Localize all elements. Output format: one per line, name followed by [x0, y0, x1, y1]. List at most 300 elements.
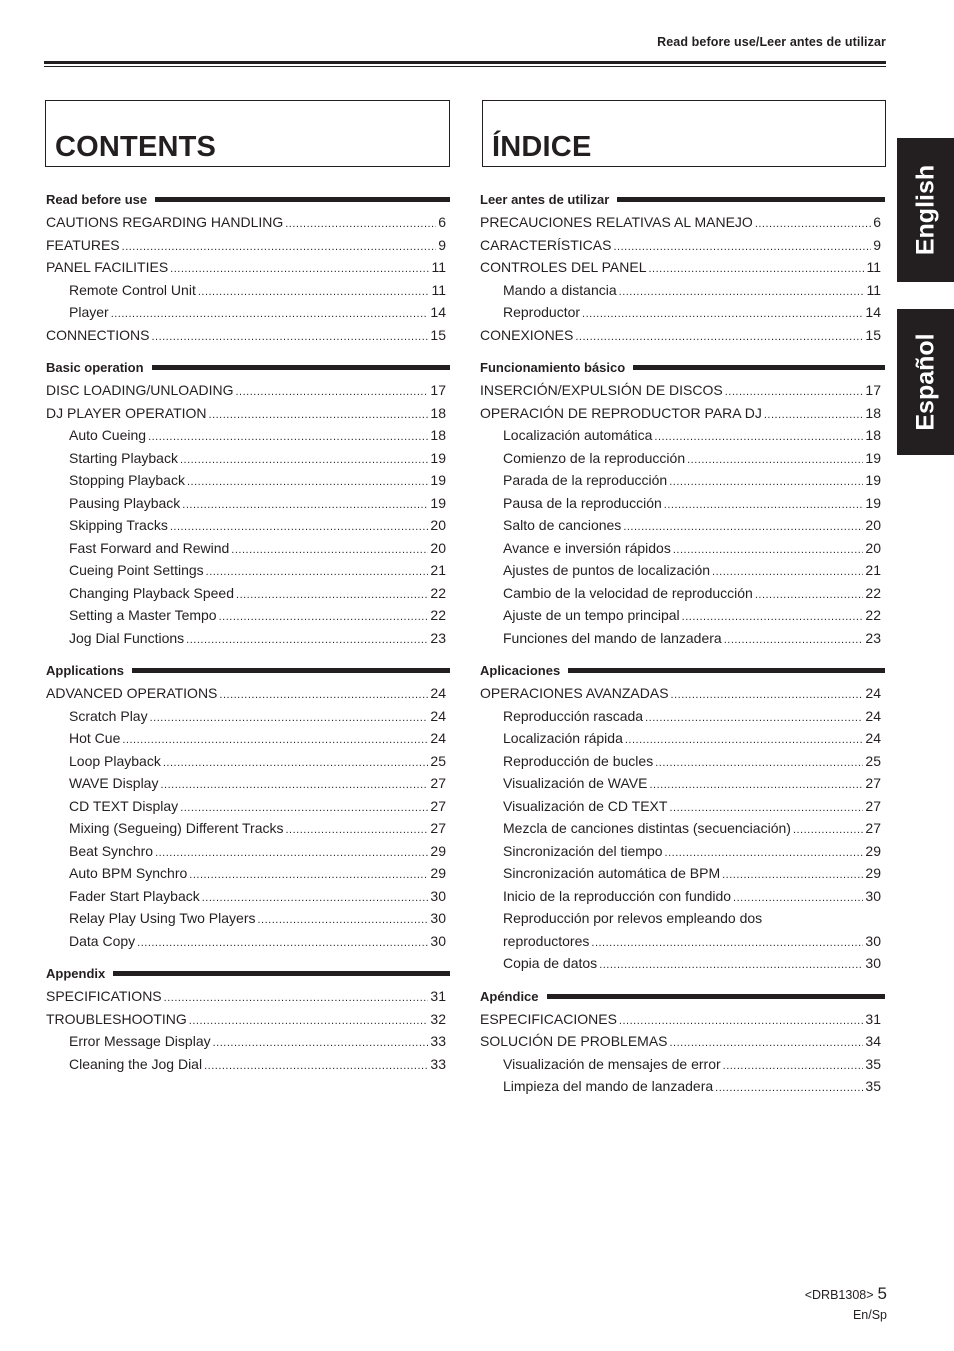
- dot-leader: [202, 887, 429, 910]
- toc-entry-page: 6: [873, 214, 881, 230]
- section-heading-bar: [132, 668, 450, 673]
- toc-entry-title: Ajuste de un tempo principal: [503, 607, 680, 623]
- dot-leader: [148, 426, 428, 449]
- toc-entry-title: Copia de datos: [503, 955, 598, 971]
- section-heading-bar: [152, 365, 450, 370]
- toc-entry-title: Player: [69, 304, 109, 320]
- toc-entry[interactable]: [46, 1053, 446, 1076]
- dot-leader: [235, 381, 428, 404]
- dot-leader: [204, 1055, 428, 1078]
- toc-entry[interactable]: [46, 469, 446, 492]
- toc-entry-title: Changing Playback Speed: [69, 584, 235, 601]
- toc-entry-page: 24: [430, 707, 446, 724]
- dot-leader: [231, 539, 428, 562]
- toc-entry[interactable]: [480, 559, 881, 582]
- dot-leader: [755, 213, 871, 236]
- toc-entry-page: 33: [430, 1055, 446, 1072]
- toc-entry-page: 18: [865, 404, 881, 421]
- toc-entry-title: Visualización de mensajes de error: [503, 1055, 721, 1072]
- language-tab-english-label: English: [911, 164, 939, 256]
- toc-entry-title: Avance e inversión rápidos: [503, 539, 671, 556]
- dot-leader: [645, 707, 863, 730]
- toc-entry-page: 22: [430, 584, 446, 601]
- toc-entry-page: 17: [430, 382, 446, 398]
- dot-leader: [150, 707, 429, 730]
- dot-leader: [186, 629, 428, 652]
- toc-entry-page: 30: [430, 887, 446, 904]
- toc-entry[interactable]: [46, 772, 446, 795]
- toc-entry-page: 24: [865, 685, 881, 701]
- toc-entry-page: 27: [430, 775, 446, 791]
- toc-entry-title: Inicio de la reproducción con fundido: [503, 887, 732, 904]
- dot-leader: [213, 1032, 429, 1055]
- toc-entry[interactable]: [46, 324, 446, 347]
- section-heading-label: Basic operation: [46, 360, 144, 375]
- toc-entry-title: FEATURES: [46, 236, 120, 253]
- toc-entry-title: Mezcla de canciones distintas (secuenciación): [503, 820, 791, 836]
- dot-leader: [649, 258, 865, 281]
- toc-entry[interactable]: [46, 682, 446, 705]
- toc-entry-page: 24: [865, 730, 881, 746]
- toc-entry[interactable]: [46, 379, 446, 402]
- toc-entry-title: OPERACIONES AVANZADAS: [480, 685, 669, 701]
- toc-entry[interactable]: [480, 952, 881, 975]
- toc-entry-title: Auto Cueing: [69, 427, 147, 443]
- toc-entry-title: Scratch Play: [69, 707, 148, 724]
- section-heading-label: Read before use: [46, 192, 148, 207]
- dot-leader: [575, 326, 863, 349]
- dot-leader: [687, 449, 863, 472]
- toc-entry[interactable]: [480, 324, 881, 347]
- document-code: <DRB1308>: [804, 1288, 874, 1302]
- toc-entry-page: 6: [438, 214, 446, 230]
- toc-entry-title: CAUTIONS REGARDING HANDLING: [46, 214, 284, 230]
- toc-entry-page: 34: [865, 1033, 881, 1049]
- toc-entry-title: Sincronización automática de BPM: [503, 865, 721, 881]
- toc-entry-page: 30: [865, 955, 881, 971]
- toc-entry[interactable]: [46, 1008, 446, 1031]
- toc-entry[interactable]: [46, 727, 446, 750]
- dot-leader: [170, 258, 429, 281]
- dot-leader: [160, 774, 428, 797]
- section-heading: [46, 659, 446, 682]
- toc-entry-title: CARACTERÍSTICAS: [480, 236, 612, 253]
- toc-entry-title: Auto BPM Synchro: [69, 865, 188, 881]
- dot-leader: [219, 684, 428, 707]
- toc-entry-title: Visualización de CD TEXT: [503, 797, 668, 814]
- toc-entry[interactable]: [46, 492, 446, 515]
- toc-entry[interactable]: [480, 840, 881, 863]
- toc-entry-title: Cambio de la velocidad de reproducción: [503, 584, 753, 601]
- toc-entry-page: 22: [865, 607, 881, 623]
- toc-entry-title: CONTROLES DEL PANEL: [480, 259, 647, 275]
- toc-entry-title: Jog Dial Functions: [69, 629, 185, 646]
- toc-entry-title: CD TEXT Display: [69, 797, 179, 814]
- dot-leader: [206, 561, 429, 584]
- toc-entry-page: 14: [430, 304, 446, 320]
- toc-entry-title: Pausa de la reproducción: [503, 494, 662, 511]
- toc-entry-title: Funciones del mando de lanzadera: [503, 629, 722, 646]
- toc-entry-page: 24: [865, 707, 881, 724]
- english-toc: [46, 188, 446, 1075]
- toc-entry-title: Hot Cue: [69, 730, 121, 746]
- dot-leader: [137, 932, 428, 955]
- dot-leader: [219, 606, 429, 629]
- toc-entry[interactable]: [480, 582, 881, 605]
- toc-entry-page: 18: [865, 427, 881, 443]
- toc-entry[interactable]: [46, 279, 446, 302]
- toc-entry-title: Mando a distancia: [503, 281, 617, 298]
- toc-entry-title: Limpieza del mando de lanzadera: [503, 1078, 714, 1094]
- toc-entry[interactable]: [480, 750, 881, 773]
- toc-entry[interactable]: [46, 559, 446, 582]
- toc-entry-page: 30: [865, 932, 881, 949]
- toc-entry[interactable]: [480, 930, 881, 953]
- toc-entry[interactable]: [480, 402, 881, 425]
- toc-entry-title: Stopping Playback: [69, 472, 185, 488]
- section-heading: [480, 985, 881, 1008]
- dot-leader: [164, 987, 429, 1010]
- dot-leader: [582, 303, 863, 326]
- toc-entry[interactable]: [480, 817, 881, 840]
- toc-entry-title: Fader Start Playback: [69, 887, 200, 904]
- toc-entry[interactable]: [46, 817, 446, 840]
- language-tab-english: [897, 138, 954, 282]
- toc-entry[interactable]: [480, 604, 881, 627]
- dot-leader: [649, 774, 863, 797]
- toc-entry[interactable]: [46, 985, 446, 1008]
- toc-entry-page: 21: [865, 562, 881, 578]
- toc-entry[interactable]: [480, 705, 881, 728]
- toc-entry-page: 31: [430, 988, 446, 1004]
- toc-entry[interactable]: [480, 1053, 881, 1076]
- dot-leader: [180, 449, 428, 472]
- section-heading-bar: [547, 994, 885, 999]
- toc-entry-page: 9: [438, 236, 446, 253]
- dot-leader: [673, 539, 864, 562]
- dot-leader: [669, 471, 863, 494]
- toc-entry[interactable]: [480, 379, 881, 402]
- dot-leader: [682, 606, 864, 629]
- spanish-toc: [480, 188, 881, 1098]
- toc-entry[interactable]: [480, 301, 881, 324]
- toc-entry-page: 19: [865, 449, 881, 466]
- toc-entry-page: 27: [865, 820, 881, 836]
- toc-entry-page: 33: [430, 1033, 446, 1049]
- toc-entry-page: 31: [865, 1010, 881, 1027]
- dot-leader: [670, 1032, 864, 1055]
- section-heading: [480, 356, 881, 379]
- section-heading: [46, 188, 446, 211]
- dot-leader: [599, 954, 863, 977]
- toc-entry-title: TROUBLESHOOTING: [46, 1010, 187, 1027]
- toc-entry-title: Comienzo de la reproducción: [503, 449, 686, 466]
- toc-entry-title: Starting Playback: [69, 449, 178, 466]
- toc-entry-title: Setting a Master Tempo: [69, 607, 217, 623]
- dot-leader: [623, 516, 863, 539]
- toc-entry[interactable]: [480, 1008, 881, 1031]
- dot-leader: [122, 236, 437, 259]
- section-heading-label: Leer antes de utilizar: [480, 192, 610, 207]
- toc-entry-page: 11: [866, 281, 881, 298]
- section-heading: [46, 962, 446, 985]
- toc-entry-page: 11: [431, 281, 446, 298]
- toc-entry-title: Reproducción de bucles: [503, 752, 654, 769]
- toc-entry[interactable]: [46, 862, 446, 885]
- toc-entry[interactable]: [46, 514, 446, 537]
- toc-entry-title: CONNECTIONS: [46, 326, 150, 343]
- footer-code-line: [805, 1284, 887, 1304]
- dot-leader: [625, 729, 864, 752]
- dot-leader: [180, 797, 428, 820]
- language-tab-spanish-label: Español: [911, 333, 939, 431]
- toc-entry-title: Reproducción rascada: [503, 707, 644, 724]
- dot-leader: [163, 752, 429, 775]
- toc-entry[interactable]: [46, 537, 446, 560]
- section-heading-bar: [113, 971, 450, 976]
- dot-leader: [285, 213, 436, 236]
- toc-entry-page: 15: [430, 326, 446, 343]
- toc-entry-page: 25: [430, 752, 446, 769]
- toc-entry-title: Cueing Point Settings: [69, 562, 204, 578]
- toc-entry[interactable]: [46, 1030, 446, 1053]
- toc-entry-title: CONEXIONES: [480, 326, 574, 343]
- toc-entry-title: Reproductor: [503, 304, 581, 320]
- dot-leader: [655, 752, 863, 775]
- toc-entry-page: 22: [865, 584, 881, 601]
- toc-entry-title: Remote Control Unit: [69, 281, 196, 298]
- dot-leader: [111, 303, 429, 326]
- toc-entry-title: PRECAUCIONES RELATIVAS AL MANEJO: [480, 214, 753, 230]
- toc-entry[interactable]: [480, 885, 881, 908]
- indice-title: ÍNDICE: [492, 131, 592, 163]
- toc-entry[interactable]: [46, 256, 446, 279]
- toc-entry[interactable]: [46, 402, 446, 425]
- toc-entry-title: Skipping Tracks: [69, 517, 168, 533]
- toc-entry-title: Localización automática: [503, 427, 653, 443]
- dot-leader: [724, 629, 864, 652]
- toc-entry-title: Relay Play Using Two Players: [69, 910, 256, 926]
- toc-entry-page: 25: [865, 752, 881, 769]
- contents-title-box: [45, 100, 450, 167]
- toc-entry-title: WAVE Display: [69, 775, 159, 791]
- dot-leader: [715, 1077, 863, 1100]
- dot-leader: [189, 864, 428, 887]
- toc-entry[interactable]: [46, 907, 446, 930]
- dot-leader: [619, 281, 865, 304]
- toc-entry[interactable]: [46, 795, 446, 818]
- dot-leader: [257, 909, 428, 932]
- contents-title: CONTENTS: [55, 131, 217, 163]
- toc-entry-page: 27: [430, 820, 446, 836]
- toc-entry[interactable]: [480, 727, 881, 750]
- toc-entry-title: INSERCIÓN/EXPULSIÓN DE DISCOS: [480, 382, 723, 398]
- toc-entry[interactable]: [480, 1030, 881, 1053]
- toc-entry[interactable]: [480, 256, 881, 279]
- section-heading-label: Appendix: [46, 966, 106, 981]
- dot-leader: [236, 584, 428, 607]
- toc-entry[interactable]: [480, 492, 881, 515]
- toc-entry-page: 20: [430, 539, 446, 556]
- toc-entry-page: 19: [430, 472, 446, 488]
- dot-leader: [122, 729, 428, 752]
- toc-entry-title: DISC LOADING/UNLOADING: [46, 382, 234, 398]
- toc-entry-page: 30: [430, 932, 446, 949]
- dot-leader: [669, 797, 863, 820]
- header-rule-thick: [44, 61, 886, 64]
- dot-leader: [725, 381, 864, 404]
- running-header: Read before use/Leer antes de utilizar: [657, 35, 886, 49]
- dot-leader: [733, 887, 863, 910]
- toc-entry[interactable]: [480, 537, 881, 560]
- toc-entry[interactable]: [46, 885, 446, 908]
- dot-leader: [664, 494, 864, 517]
- toc-entry-page: 14: [865, 304, 881, 320]
- toc-entry-page: 19: [430, 449, 446, 466]
- section-heading-label: Applications: [46, 663, 125, 678]
- toc-entry[interactable]: [480, 772, 881, 795]
- toc-entry-page: 24: [430, 730, 446, 746]
- toc-entry-title: Reproducción por relevos empleando dos: [503, 910, 763, 926]
- toc-entry-page: 22: [430, 607, 446, 623]
- section-heading: [480, 659, 881, 682]
- toc-entry[interactable]: [480, 795, 881, 818]
- toc-entry[interactable]: [46, 582, 446, 605]
- toc-entry[interactable]: [46, 627, 446, 650]
- toc-entry-title: Cleaning the Jog Dial: [69, 1055, 203, 1072]
- toc-entry[interactable]: [46, 211, 446, 234]
- toc-entry[interactable]: [46, 301, 446, 324]
- toc-entry-page: 20: [430, 517, 446, 533]
- toc-entry-page: 35: [865, 1055, 881, 1072]
- toc-entry-page: 11: [866, 259, 881, 275]
- dot-leader: [755, 584, 864, 607]
- footer-language: En/Sp: [852, 1308, 887, 1322]
- section-heading: [46, 356, 446, 379]
- toc-entry[interactable]: [480, 627, 881, 650]
- toc-entry-page: 29: [865, 865, 881, 881]
- dot-leader: [198, 281, 430, 304]
- toc-entry-title: Parada de la reproducción: [503, 472, 668, 488]
- toc-entry[interactable]: [480, 279, 881, 302]
- toc-entry-page: 11: [431, 259, 446, 275]
- dot-leader: [209, 404, 429, 427]
- toc-entry-page: 19: [865, 494, 881, 511]
- dot-leader: [151, 326, 428, 349]
- toc-entry-page: 15: [865, 326, 881, 343]
- toc-entry[interactable]: [46, 447, 446, 470]
- section-heading-bar: [617, 197, 885, 202]
- toc-entry[interactable]: [480, 682, 881, 705]
- toc-entry[interactable]: [480, 211, 881, 234]
- toc-entry-page: 30: [430, 910, 446, 926]
- toc-entry[interactable]: [480, 907, 881, 930]
- dot-leader: [671, 684, 864, 707]
- toc-entry-title: reproductores: [503, 932, 590, 949]
- toc-entry-page: 32: [430, 1010, 446, 1027]
- toc-entry[interactable]: [480, 447, 881, 470]
- toc-entry-page: 35: [865, 1078, 881, 1094]
- toc-entry-page: 27: [865, 797, 881, 814]
- toc-entry-page: 29: [865, 842, 881, 859]
- toc-entry[interactable]: [46, 604, 446, 627]
- dot-leader: [665, 842, 864, 865]
- dot-leader: [591, 932, 863, 955]
- toc-entry[interactable]: [46, 930, 446, 953]
- toc-entry-page: 18: [430, 427, 446, 443]
- dot-leader: [722, 864, 863, 887]
- toc-entry-page: 27: [430, 797, 446, 814]
- dot-leader: [182, 494, 428, 517]
- toc-entry[interactable]: [46, 750, 446, 773]
- toc-entry-title: ESPECIFICACIONES: [480, 1010, 617, 1027]
- toc-entry-title: SPECIFICATIONS: [46, 988, 162, 1004]
- dot-leader: [793, 819, 863, 842]
- section-heading-bar: [568, 668, 885, 673]
- toc-entry-title: Salto de canciones: [503, 517, 622, 533]
- toc-entry-page: 20: [865, 539, 881, 556]
- toc-entry-title: Localización rápida: [503, 730, 623, 746]
- toc-entry[interactable]: [46, 840, 446, 863]
- toc-entry-page: 29: [430, 865, 446, 881]
- toc-entry[interactable]: [480, 862, 881, 885]
- section-heading: [480, 188, 881, 211]
- toc-entry-page: 29: [430, 842, 446, 859]
- toc-entry-title: Sincronización del tiempo: [503, 842, 663, 859]
- section-heading-bar: [155, 197, 450, 202]
- toc-entry-title: SOLUCIÓN DE PROBLEMAS: [480, 1033, 668, 1049]
- toc-entry[interactable]: [480, 234, 881, 257]
- section-heading-bar: [633, 365, 885, 370]
- indice-title-box: [482, 100, 886, 167]
- toc-entry-title: Visualización de WAVE: [503, 775, 648, 791]
- dot-leader: [187, 471, 428, 494]
- toc-entry-page: 19: [430, 494, 446, 511]
- section-heading-label: Aplicaciones: [480, 663, 561, 678]
- dot-leader: [764, 404, 864, 427]
- toc-entry-title: Ajustes de puntos de localización: [503, 562, 711, 578]
- header-rule-thin: [44, 66, 886, 67]
- toc-entry-title: Loop Playback: [69, 752, 161, 769]
- toc-entry-title: Mixing (Segueing) Different Tracks: [69, 820, 284, 836]
- toc-entry-page: 23: [430, 629, 446, 646]
- toc-entry-title: ADVANCED OPERATIONS: [46, 685, 218, 701]
- toc-entry[interactable]: [46, 705, 446, 728]
- dot-leader: [189, 1010, 429, 1033]
- toc-entry[interactable]: [46, 424, 446, 447]
- toc-entry[interactable]: [46, 234, 446, 257]
- toc-entry-title: Fast Forward and Rewind: [69, 539, 230, 556]
- dot-leader: [155, 842, 428, 865]
- toc-entry-page: 27: [865, 775, 881, 791]
- page-number: 5: [877, 1284, 887, 1303]
- toc-entry-page: 30: [865, 887, 881, 904]
- section-heading-label: Funcionamiento básico: [480, 360, 626, 375]
- toc-entry[interactable]: [480, 1075, 881, 1098]
- language-tab-spanish: [897, 309, 954, 455]
- toc-entry-page: 18: [430, 404, 446, 421]
- toc-entry-title: DJ PLAYER OPERATION: [46, 404, 207, 421]
- dot-leader: [286, 819, 429, 842]
- toc-entry[interactable]: [480, 514, 881, 537]
- toc-entry[interactable]: [480, 469, 881, 492]
- toc-entry[interactable]: [480, 424, 881, 447]
- toc-entry-page: 17: [865, 382, 881, 398]
- toc-entry-title: PANEL FACILITIES: [46, 259, 169, 275]
- toc-entry-title: OPERACIÓN DE REPRODUCTOR PARA DJ: [480, 404, 762, 421]
- dot-leader: [619, 1010, 864, 1033]
- dot-leader: [170, 516, 429, 539]
